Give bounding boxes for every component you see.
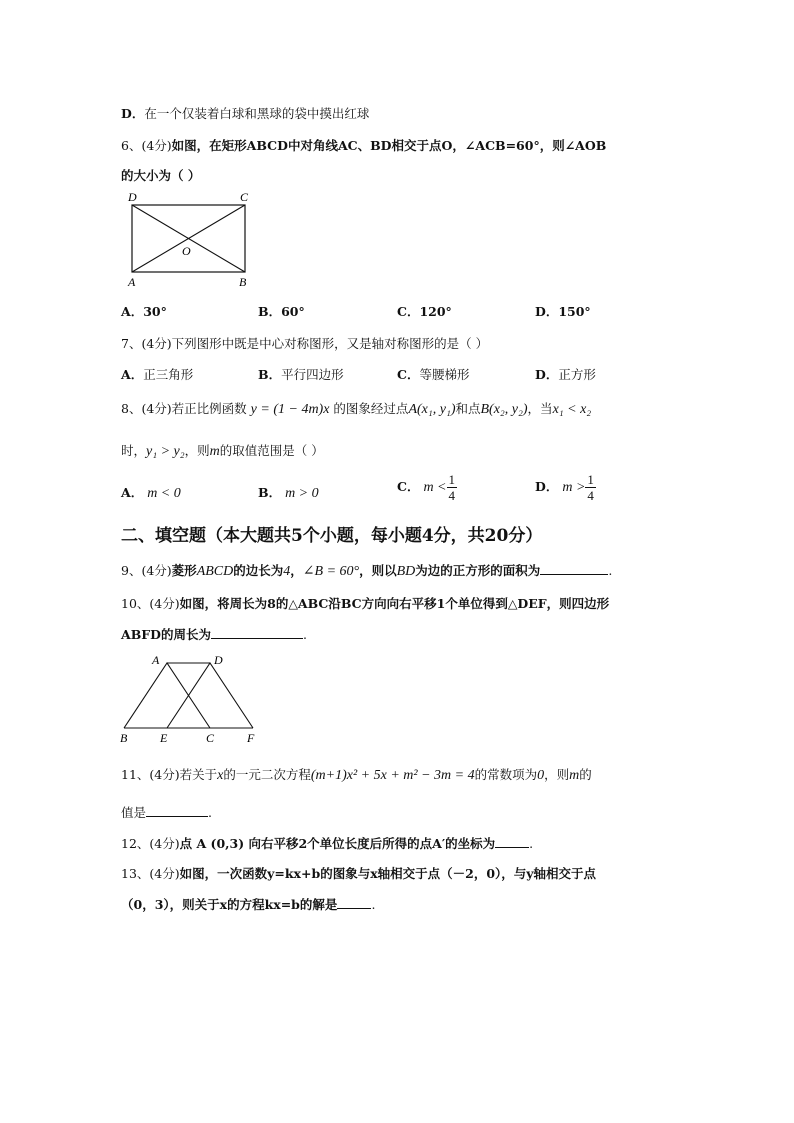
q9-text: ， — [290, 563, 303, 578]
q7-line — [121, 334, 488, 352]
q8-line2 — [121, 441, 324, 460]
q11-equation: (m+1)x² + 5x + m² − 3m = 4 — [310, 768, 475, 783]
q8-text: ，则 — [184, 443, 210, 458]
q12-number: 12、(4分) — [121, 836, 180, 851]
q8-text: 的图象经过点 — [333, 401, 409, 416]
q12-period: . — [529, 836, 534, 851]
q9-text: ，则以 — [359, 563, 397, 578]
option-text: m > — [562, 480, 586, 495]
answer-blank[interactable] — [495, 835, 529, 848]
vertex-label-e: E — [160, 731, 168, 745]
q8-option-c — [397, 472, 457, 503]
q11-text-cont: 值是 — [121, 805, 147, 820]
option-text: 30° — [143, 304, 167, 319]
option-text: m < 0 — [147, 486, 181, 501]
q11-variable: x — [217, 768, 224, 783]
q8-option-d — [535, 472, 596, 503]
q6-number: 6、(4分) — [121, 138, 172, 153]
triangle-def — [167, 663, 253, 728]
q9-number: 9、(4分) — [121, 563, 172, 578]
option-text: 150° — [558, 304, 591, 319]
q8-line1 — [121, 399, 591, 418]
q13-text: 如图，一次函数y=kx+b的图象与x轴相交于点（－2，0），与y轴相交于点 — [179, 866, 597, 881]
q13-number: 13、(4分) — [121, 866, 180, 881]
option-text: 在一个仅装着白球和黑球的袋中摸出红球 — [144, 106, 370, 121]
vertex-label-b: B — [239, 275, 247, 289]
q6-line1 — [121, 136, 606, 154]
q8-option-b — [258, 483, 319, 502]
q8-variable-m: m — [209, 444, 220, 459]
fraction-numerator: 1 — [448, 472, 455, 487]
q10-line1 — [121, 594, 609, 612]
q8-text: ，当 — [527, 401, 553, 416]
q10-period: . — [302, 627, 307, 642]
option-text: 60° — [281, 304, 305, 319]
vertex-label-f: F — [247, 731, 255, 745]
q9-formula: 4 — [283, 564, 291, 579]
q11-period: . — [208, 805, 212, 820]
q9-text: 的边长为 — [233, 563, 284, 578]
option-label: B． — [258, 304, 282, 319]
q9-text: 为边的正方形的面积为 — [415, 563, 541, 578]
answer-blank[interactable] — [540, 562, 608, 575]
q11-formula: 0 — [537, 768, 545, 783]
option-label: C． — [397, 304, 420, 319]
q9-formula: ∠B = 60° — [302, 564, 360, 579]
option-label: A． — [121, 304, 144, 319]
q8-text: 和点 — [455, 401, 481, 416]
q8-option-a — [121, 483, 181, 502]
q6-line2 — [121, 166, 200, 184]
q10-line2 — [121, 625, 307, 643]
option-label: B． — [258, 485, 282, 500]
q7-option-c — [397, 365, 469, 383]
q7-option-a — [121, 365, 193, 383]
vertex-label-c: C — [240, 190, 249, 204]
q8-text: 若正比例函数 — [171, 401, 247, 416]
option-label: D． — [535, 479, 559, 494]
fraction-denominator: 4 — [448, 488, 455, 503]
q11-number: 11、(4分) — [121, 767, 180, 782]
option-label: C． — [397, 479, 420, 494]
q6-option-b — [258, 302, 305, 320]
option-text: 正方形 — [558, 367, 596, 382]
q5-option-d — [121, 104, 369, 122]
q9-line — [121, 561, 612, 580]
vertex-label-c: C — [206, 731, 215, 745]
q9-text: 菱形 — [171, 563, 197, 578]
q8-condition-y: y₁ > y₂ — [146, 444, 185, 459]
q13-line1 — [121, 864, 596, 882]
option-text: 正三角形 — [143, 367, 194, 382]
option-label: A． — [121, 485, 144, 500]
q13-text-cont: （0，3），则关于x的方程kx=b的解是 — [121, 897, 338, 912]
q8-condition-x: x₁ < x₂ — [552, 402, 592, 417]
q8-function-formula: y = (1 − 4m)x — [250, 402, 330, 417]
q11-text: 若关于 — [179, 767, 218, 782]
q11-text: ，则 — [544, 767, 570, 782]
q6-rectangle-figure — [118, 188, 263, 290]
triangle-abc — [124, 663, 210, 728]
fraction-numerator: 1 — [587, 472, 594, 487]
fraction — [447, 472, 458, 503]
q11-text: 的一元二次方程 — [223, 767, 311, 782]
q7-number: 7、(4分) — [121, 336, 172, 351]
vertex-label-a: A — [152, 653, 160, 667]
q11-variable-m: m — [569, 768, 580, 783]
q12-line — [121, 834, 533, 852]
option-label: D． — [535, 367, 559, 382]
answer-blank[interactable] — [337, 896, 371, 909]
q10-text: 如图，将周长为8的△ABC沿BC方向向右平移1个单位得到△DEF，则四边形 — [179, 596, 610, 611]
option-label: A． — [121, 367, 144, 382]
option-text: m < — [423, 480, 447, 495]
q10-number: 10、(4分) — [121, 596, 180, 611]
q6-option-d — [535, 302, 591, 320]
q11-text: 的 — [579, 767, 592, 782]
q13-line2 — [121, 895, 375, 913]
q10-text-cont: ABFD的周长为 — [121, 627, 211, 642]
answer-blank[interactable] — [146, 804, 208, 817]
q7-option-b — [258, 365, 344, 383]
q9-formula: ABCD — [196, 564, 234, 579]
q8-number: 8、(4分) — [121, 401, 172, 416]
answer-blank[interactable] — [211, 626, 303, 639]
q8-text: 的取值范围是（ ） — [219, 443, 324, 458]
section-heading-fill-in: 二、填空题（本大题共5个小题，每小题4分，共20分） — [121, 526, 543, 546]
fraction — [585, 472, 596, 503]
q8-point-b: B(x₂, y₂) — [480, 402, 528, 417]
q6-text: 如图，在矩形ABCD中对角线AC、BD相交于点O，∠ACB=60°，则∠AOB — [171, 138, 607, 153]
q8-text: 时， — [121, 443, 147, 458]
option-text: 等腰梯形 — [419, 367, 470, 382]
option-label: C． — [397, 367, 420, 382]
fraction-denominator: 4 — [587, 488, 594, 503]
q11-line1 — [121, 765, 592, 784]
option-text: 120° — [419, 304, 452, 319]
q10-translation-figure — [114, 650, 264, 746]
vertex-label-a: A — [128, 275, 136, 289]
q11-text: 的常数项为 — [474, 767, 538, 782]
vertex-label-b: B — [120, 731, 128, 745]
q9-period: . — [608, 563, 613, 578]
q6-option-a — [121, 302, 167, 320]
vertex-label-d: D — [214, 653, 223, 667]
q7-text: 下列图形中既是中心对称图形，又是轴对称图形的是（ ） — [171, 336, 489, 351]
center-label-o: O — [182, 244, 191, 258]
q9-formula: BD — [396, 564, 416, 579]
q12-text: 点 A (0,3) 向右平移2个单位长度后所得的点A′的坐标为 — [179, 836, 496, 851]
vertex-label-d: D — [128, 190, 137, 204]
q13-period: . — [371, 897, 376, 912]
option-text: m > 0 — [285, 486, 319, 501]
option-text: 平行四边形 — [281, 367, 344, 382]
option-label: D． — [121, 106, 145, 121]
option-label: D． — [535, 304, 559, 319]
q7-option-d — [535, 365, 596, 383]
q8-point-a: A(x₁, y₁) — [408, 402, 456, 417]
q6-text-cont: 的大小为（ ） — [121, 168, 201, 183]
option-label: B． — [258, 367, 282, 382]
q11-line2 — [121, 803, 212, 821]
q6-option-c — [397, 302, 452, 320]
